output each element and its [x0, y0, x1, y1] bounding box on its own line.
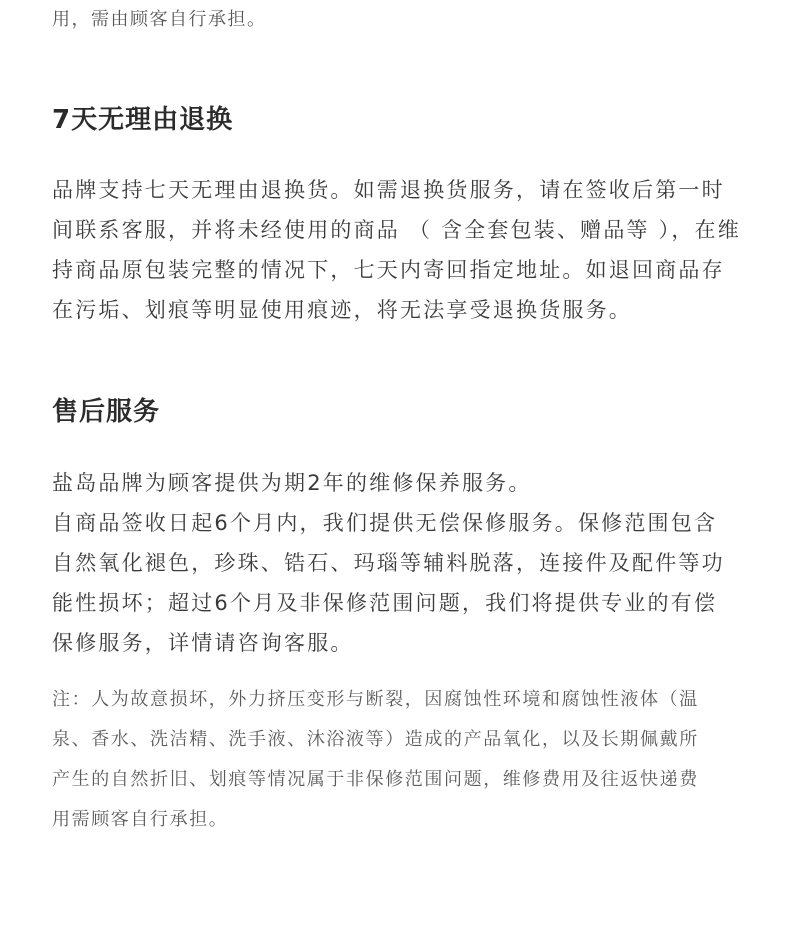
return-policy-title: 7天无理由退换	[52, 105, 234, 135]
warranty-note-line-4: 用需顾客自行承担。	[52, 809, 229, 830]
after-sales-line-2: 自商品签收日起6个月内，我们提供无偿保修服务。保修范围包含	[52, 511, 718, 535]
return-policy-line-4: 在污垢、划痕等明显使用痕迹，将无法享受退换货服务。	[52, 298, 632, 322]
warranty-note-line-3: 产生的自然折旧、划痕等情况属于非保修范围问题，维修费用及往返快递费	[52, 769, 699, 790]
after-sales-line-4: 能性损坏；超过6个月及非保修范围问题，我们将提供专业的有偿	[52, 591, 718, 615]
warranty-note-line-2: 泉、香水、洗洁精、洗手液、沐浴液等）造成的产品氧化，以及长期佩戴所	[52, 729, 699, 750]
after-sales-line-5: 保修服务，详情请咨询客服。	[52, 631, 354, 655]
after-sales-line-1: 盐岛品牌为顾客提供为期2年的维修保养服务。	[52, 471, 532, 495]
after-sales-line-3: 自然氧化褪色，珍珠、锆石、玛瑙等辅料脱落，连接件及配件等功	[52, 551, 725, 575]
return-policy-line-2: 间联系客服，并将未经使用的商品 （ 含全套包装、赠品等 ），在维	[52, 218, 741, 242]
after-sales-title: 售后服务	[52, 397, 161, 427]
return-policy-line-3: 持商品原包装完整的情况下，七天内寄回指定地址。如退回商品存	[52, 258, 725, 282]
warranty-note-line-1: 注：人为故意损坏，外力挤压变形与断裂，因腐蚀性环境和腐蚀性液体（温	[52, 689, 699, 710]
return-policy-line-1: 品牌支持七天无理由退换货。如需退换货服务，请在签收后第一时	[52, 178, 725, 202]
top-fragment-text: 用，需由顾客自行承担。	[52, 9, 267, 30]
